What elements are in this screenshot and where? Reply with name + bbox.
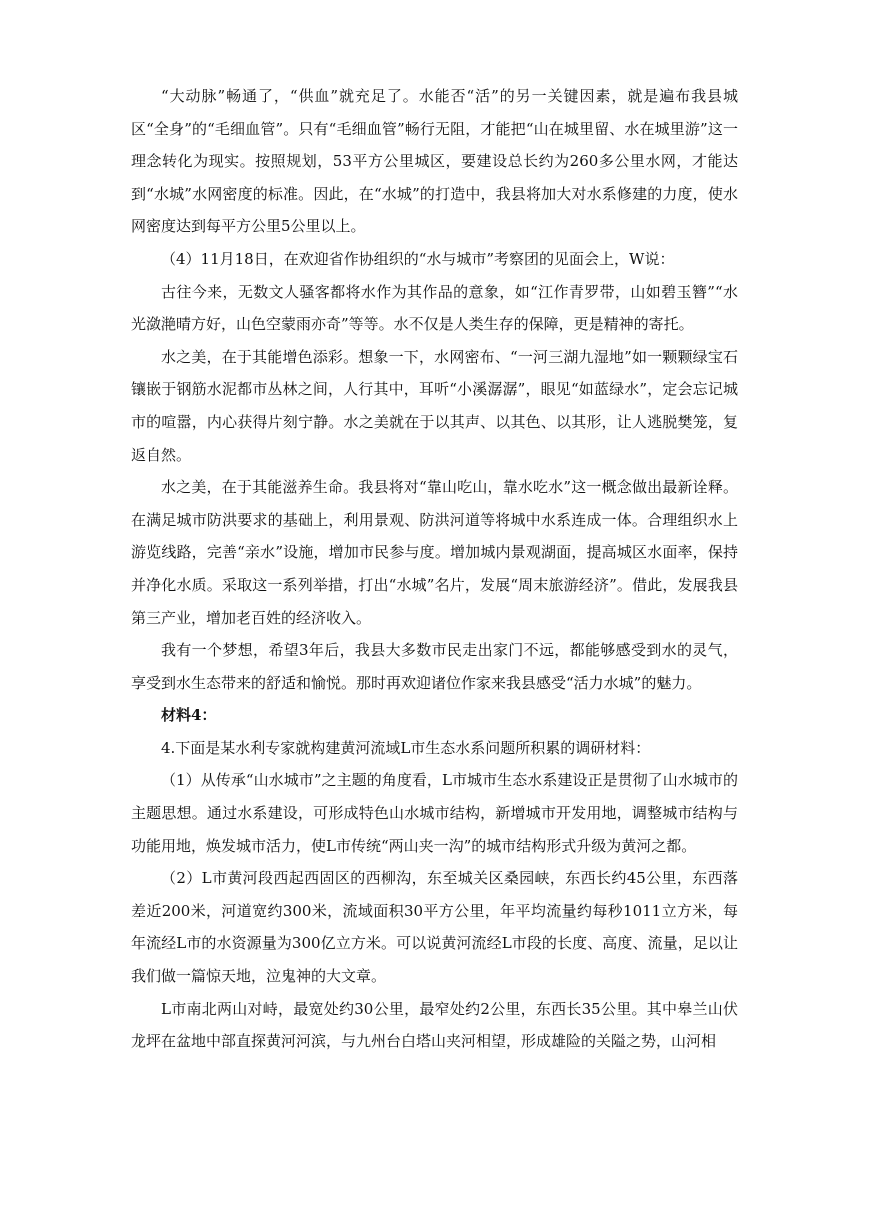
paragraph-item-2-yellow-river: （2）L市黄河段西起西固区的西柳沟，东至城关区桑园峡，东西长约45公里，东西落差近200米，河道宽约300米，流域面积30平方公里，年平均流量约每秒1011立方米，每年流经L市的水资源量为300亿立方米。可以说黄河流经L市段的长度、高度、流量，足以让我们做一篇惊天地，泣鬼神的大文章。 xyxy=(131,869,738,986)
paragraph-dream: 我有一个梦想，希望3年后，我县大多数市民走出家门不远，都能够感受到水的灵气，享受到水生态带来的舒适和愉悦。那时再欢迎诸位作家来我县感受“活力水城”的魅力。 xyxy=(131,641,738,692)
paragraph-poetic-imagery: 古往今来，无数文人骚客都将水作为其作品的意象，如“江作青罗带，山如碧玉簪”“水光潋滟晴方好，山色空蒙雨亦奇”等等。水不仅是人类生存的保障，更是精神的寄托。 xyxy=(131,282,738,334)
document-body xyxy=(131,80,738,1058)
paragraph-item-1-theme: （1）从传承“山水城市”之主题的角度看，L市城市生态水系建设正是贯彻了山水城市的主题思想。通过水系建设，可形成特色山水城市结构，新增城市开发用地，调整城市结构与功能用地，焕发城市活力，使L市传统“两山夹一沟”的城市结构形式升级为黄河之都。 xyxy=(131,771,738,855)
paragraph-question-4-intro: 4.下面是某水利专家就构建黄河流域L市生态水系问题所积累的调研材料： xyxy=(161,738,651,757)
paragraph-water-network: “大动脉”畅通了，“供血”就充足了。水能否“活”的另一关键因素，就是遍布我县城区“全身”的“毛细血管”。只有“毛细血管”畅行无阻，才能把“山在城里留、水在城里游”这一理念转化为现实。按照规划，53平方公里城区，要建设总长约为260多公里水网，才能达到“水城”水网密度的标准。因此，在“水城”的打造中，我县将加大对水系修建的力度，使水网密度达到每平方公里5公里以上。 xyxy=(131,87,738,236)
paragraph-beauty-life: 水之美，在于其能滋养生命。我县将对“靠山吃山，靠水吃水”这一概念做出最新诠释。在满足城市防洪要求的基础上，利用景观、防洪河道等将城中水系连成一体。合理组织水上游览线路，完善“亲水”设施，增加市民参与度。增加城内景观湖面，提高城区水面率，保持并净化水质。采取这一系列举措，打出“水城”名片，发展“周末旅游经济”。借此，发展我县第三产业，增加老百姓的经济收入。 xyxy=(131,478,738,627)
paragraph-beauty-color: 水之美，在于其能增色添彩。想象一下，水网密布、“一河三湖九湿地”如一颗颗绿宝石镶嵌于钢筋水泥都市丛林之间，人行其中，耳听“小溪潺潺”，眼见“如蓝绿水”，定会忘记城市的喧嚣，内心获得片刻宁静。水之美就在于以其声、以其色、以其形，让人逃脱樊笼，复返自然。 xyxy=(131,347,738,464)
paragraph-mountains: L市南北两山对峙，最宽处约30公里，最窄处约2公里，东西长35公里。其中皋兰山伏龙坪在盆地中部直探黄河河滨，与九州台白塔山夹河相望，形成雄险的关隘之势，山河相 xyxy=(131,999,738,1051)
section-heading-material-4: 材料4： xyxy=(161,706,217,725)
paragraph-item-4-intro: （4）11月18日，在欢迎省作协组织的“水与城市”考察团的见面会上，W说： xyxy=(161,249,675,268)
